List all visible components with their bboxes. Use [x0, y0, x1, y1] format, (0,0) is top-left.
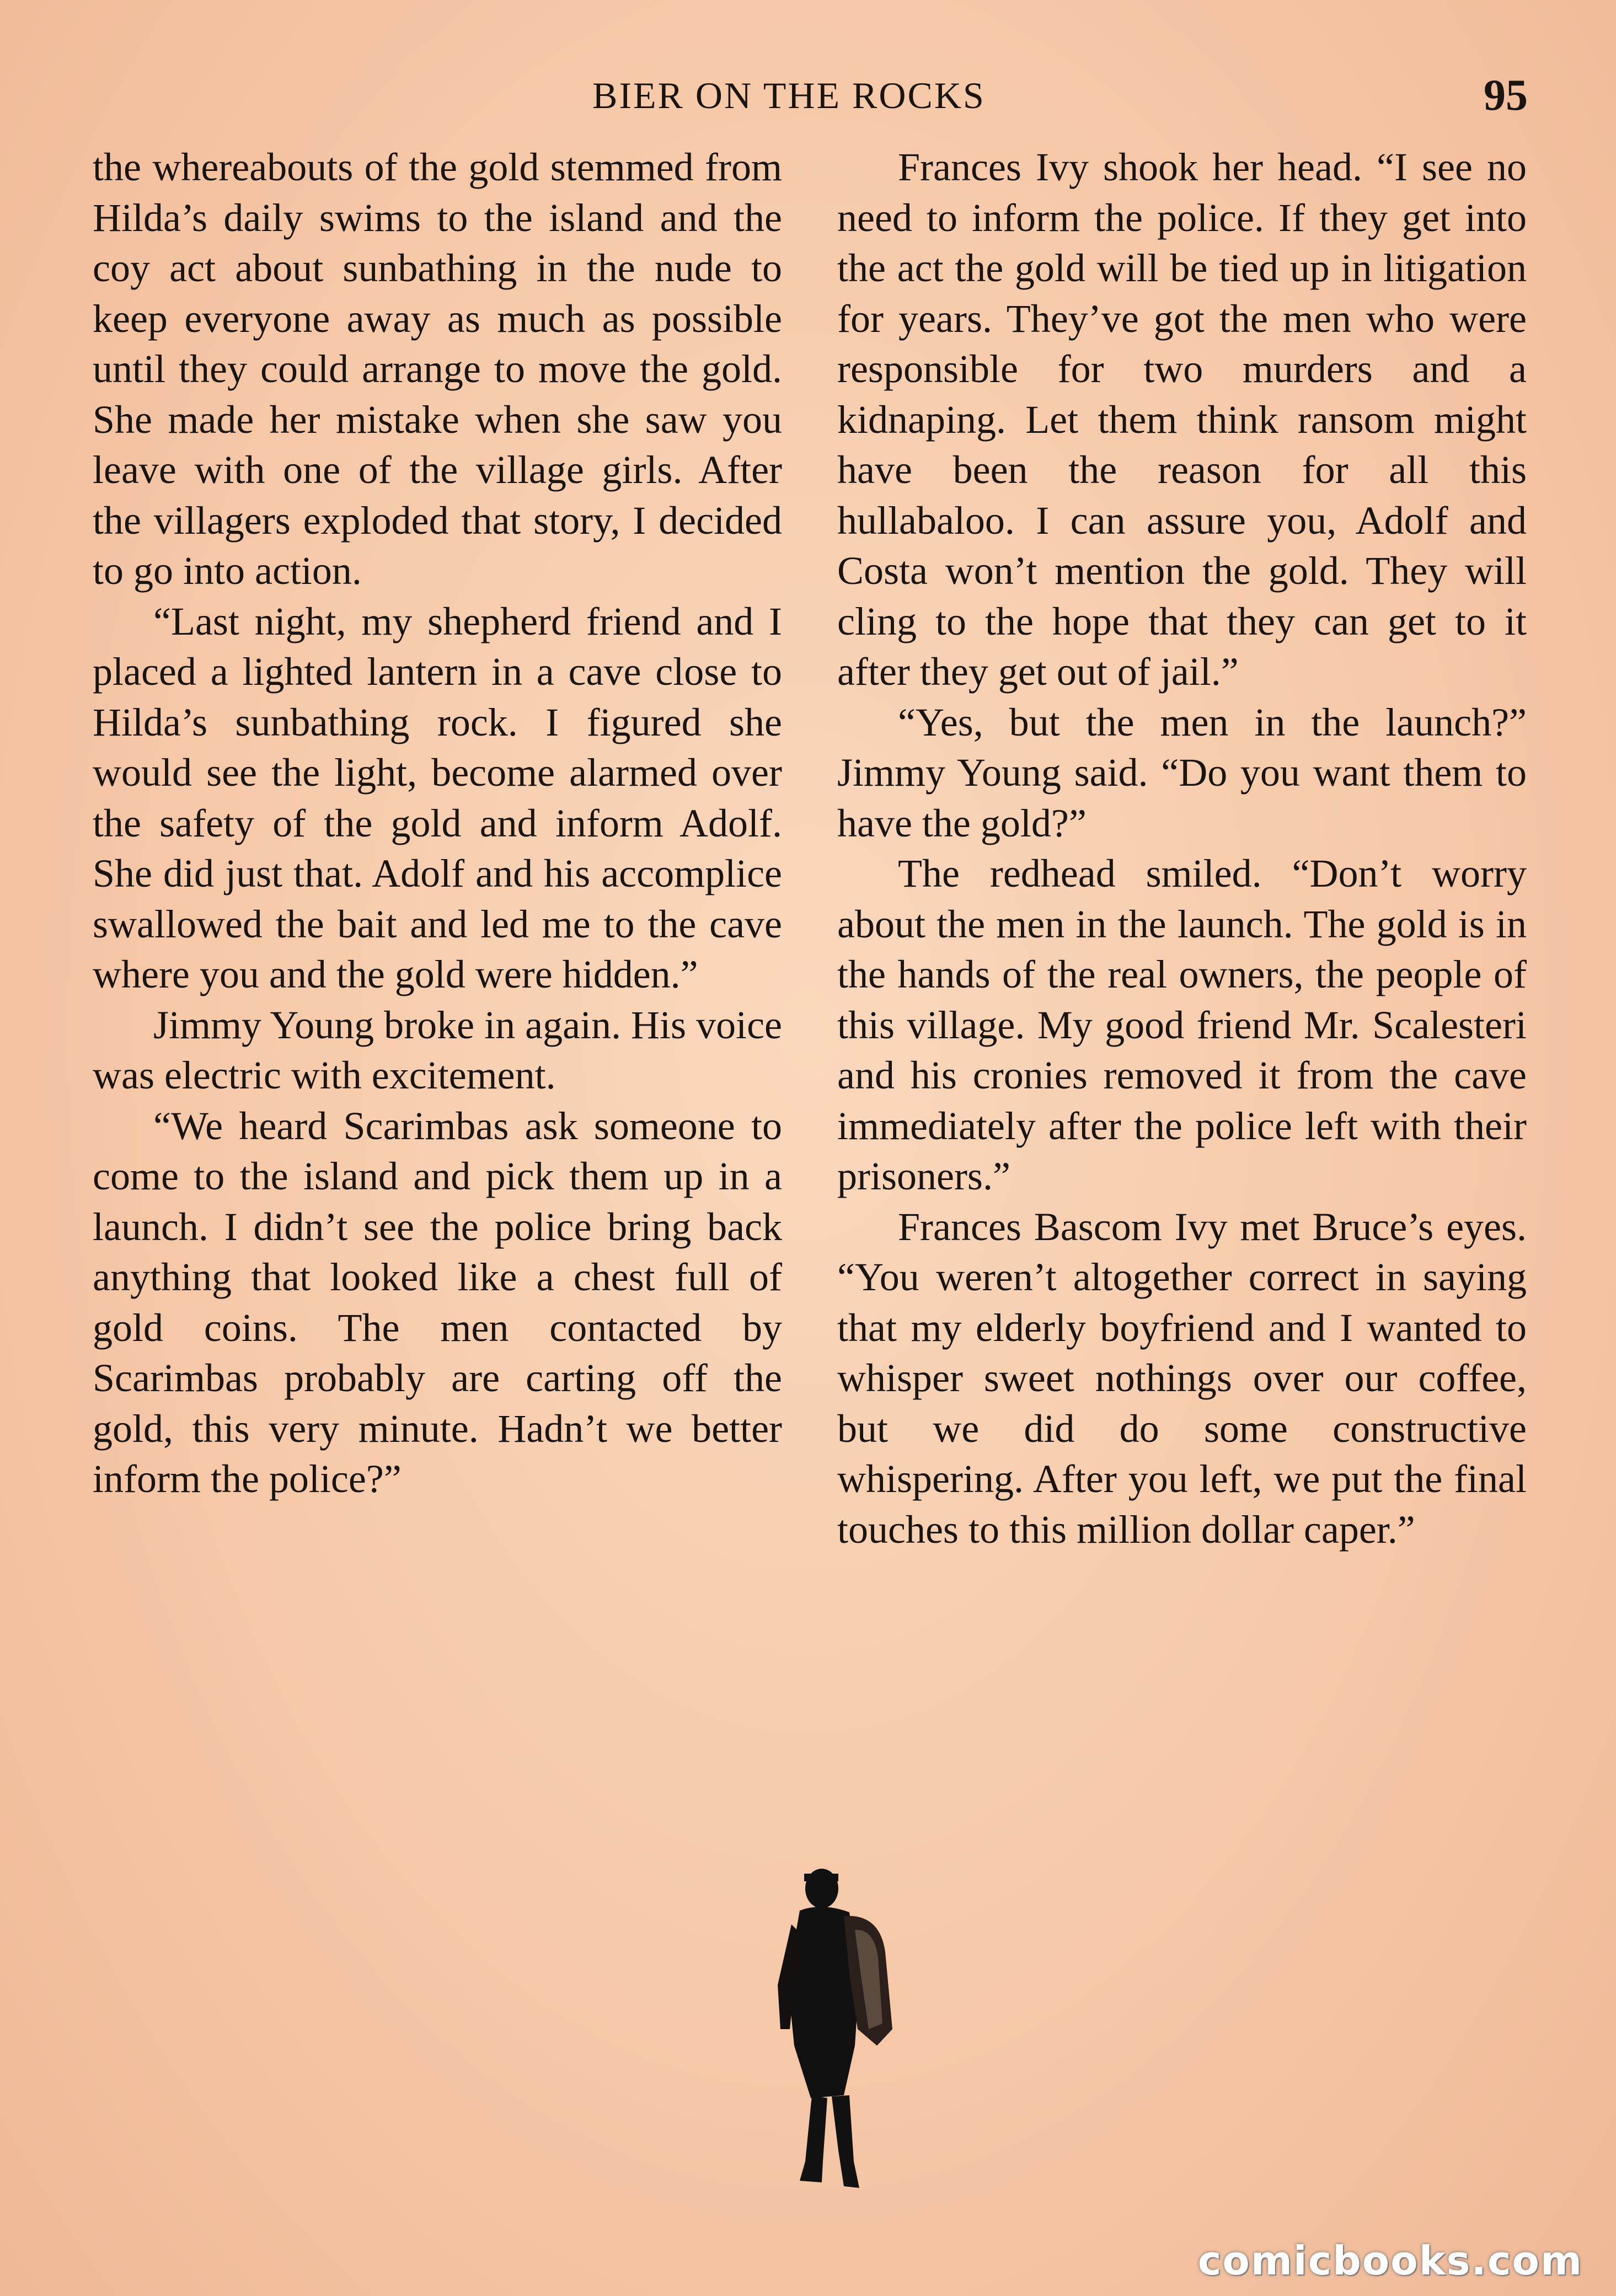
right-column	[837, 142, 1527, 1555]
watermark: comicbooks.com	[1197, 2238, 1583, 2284]
paragraph: The redhead smiled. “Don’t worry about the men in the launch. The gold is in the hands of the real owners, the people of this village. My good friend Mr. Scalesteri and his cronies removed it from the cave immediately after the police left with their prisoners.”	[837, 851, 1527, 1198]
running-head	[94, 71, 1528, 120]
walking-man-silhouette-icon	[761, 1864, 916, 2195]
paragraph: “Yes, but the men in the launch?” Jimmy Young said. “Do you want them to have the gold?”	[837, 700, 1527, 845]
paragraph: “We heard Scarimbas ask someone to come to the island and pick them up in a launch. I didn’t see the police bring back anything that looked like a chest full of gold coins. The men contacted by Scarimbas probably are carting off the gold, this very minute. Hadn’t we better inform the police?”	[93, 1103, 782, 1501]
paragraph: Jimmy Young broke in again. His voice was electric with excitement.	[93, 1002, 782, 1097]
left-column	[93, 142, 782, 1505]
page-number: 95	[1484, 71, 1528, 120]
paragraph: the whereabouts of the gold stemmed from Hilda’s daily swims to the island and the coy act about sunbathing in the nude to keep everyone away as much as possible until they could arrange to move the gold. She made her mistake when she saw you leave with one of the village girls. After the villagers exploded that story, I decided to go into action.	[93, 145, 782, 593]
paragraph: Frances Bascom Ivy met Bruce’s eyes. “You weren’t altogether correct in saying that my elderly boyfriend and I wanted to whisper sweet nothings over our coffee, but we did do some constructive whispering. After you left, we put the final touches to this million dollar caper.”	[837, 1204, 1527, 1552]
running-title: BIER ON THE ROCKS	[592, 74, 986, 116]
paragraph: “Last night, my shepherd friend and I placed a lighted lantern in a cave close to Hilda’s sunbathing rock. I figured she would see the light, become alarmed over the safety of the gold and inform Adolf. She did just that. Adolf and his accomplice swallowed the bait and led me to the cave where you and the gold were hidden.”	[93, 599, 782, 996]
paragraph: Frances Ivy shook her head. “I see no need to inform the police. If they get into the act the gold will be tied up in litigation for years. They’ve got the men who were responsible for two murders and a kidnaping. Let them think ransom might have been the reason for all this hullabaloo. I can assure you, Adolf and Costa won’t mention the gold. They will cling to the hope that they can get to it after they get out of jail.”	[837, 145, 1527, 694]
